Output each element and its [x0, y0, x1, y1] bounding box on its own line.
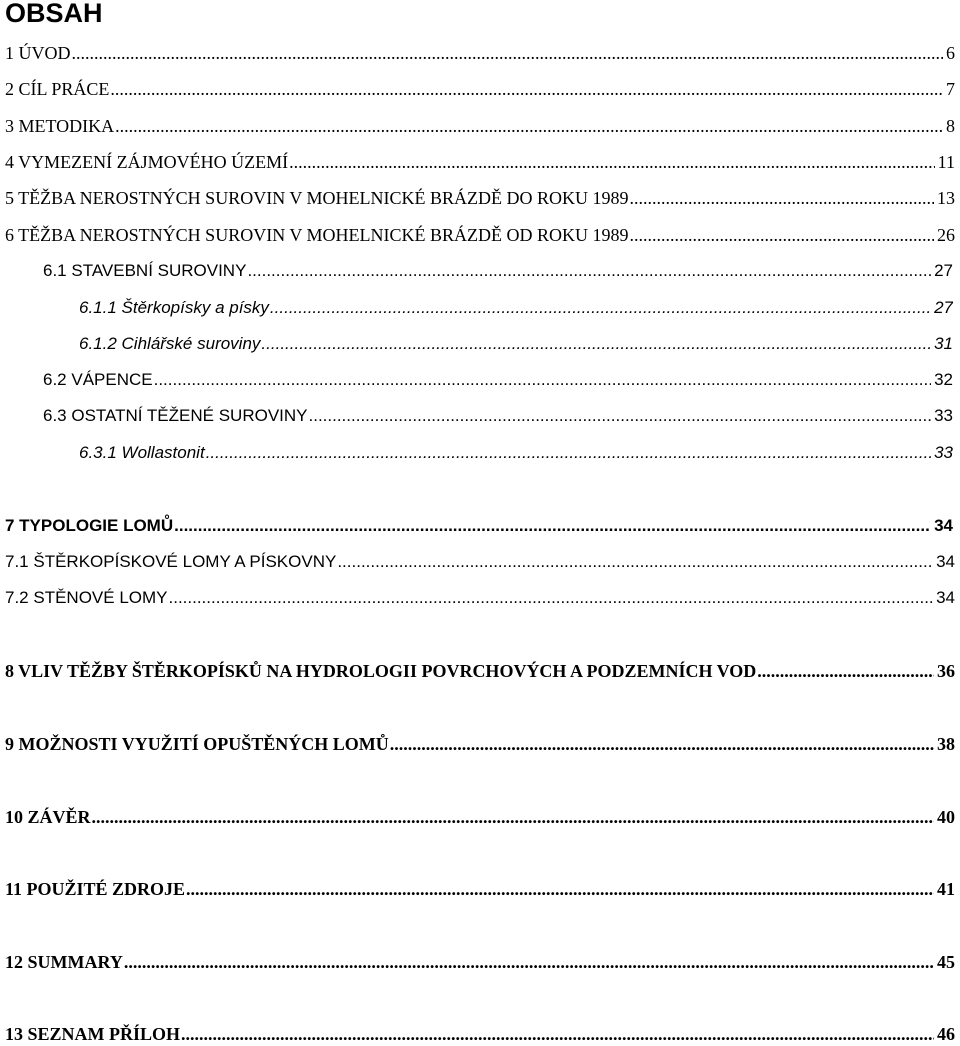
toc-entry-label: 6.1.2 Cihlářské suroviny	[79, 334, 261, 353]
toc-page-number: 32	[934, 370, 953, 389]
dot-leader	[390, 732, 934, 756]
toc-page-number: 8	[946, 116, 955, 136]
page-title: OBSAH	[5, 0, 103, 28]
toc-entry-tezba-do-1989[interactable]	[5, 186, 955, 210]
dot-leader	[169, 586, 934, 610]
dot-leader	[757, 659, 934, 683]
toc-entry-label: 7.1 ŠTĚRKOPÍSKOVÉ LOMY A PÍSKOVNY	[5, 552, 337, 571]
dot-leader	[72, 41, 944, 65]
toc-entry-vapence[interactable]	[43, 368, 953, 392]
dot-leader	[247, 259, 931, 283]
dot-leader	[154, 368, 931, 392]
toc-page-number: 36	[937, 661, 955, 681]
toc-entry-label: 2 CÍL PRÁCE	[5, 79, 110, 99]
toc-entry-stenove-lomy[interactable]	[5, 586, 955, 610]
toc-entry-label: 12 SUMMARY	[5, 952, 123, 972]
dot-leader	[289, 150, 935, 174]
toc-page-number: 6	[946, 43, 955, 63]
toc-page-number: 46	[937, 1024, 955, 1044]
toc-entry-label: 11 POUŽITÉ ZDROJE	[5, 879, 186, 899]
toc-entry-cihlarske-suroviny[interactable]	[79, 332, 953, 356]
toc-entry-sterkopisky[interactable]	[79, 296, 953, 320]
toc-entry-label: 5 TĚŽBA NEROSTNÝCH SUROVIN V MOHELNICKÉ BRÁZDĚ DO ROKU 1989	[5, 188, 629, 208]
toc-entry-label: 7.2 STĚNOVÉ LOMY	[5, 588, 168, 607]
toc-entry-uvod[interactable]	[5, 41, 955, 65]
toc-entry-summary[interactable]	[5, 950, 955, 974]
toc-entry-ostatni-suroviny[interactable]	[43, 404, 953, 428]
toc-entry-label: 6.3 OSTATNÍ TĚŽENÉ SUROVINY	[43, 406, 308, 425]
toc-page-number: 31	[934, 334, 953, 353]
toc-page-number: 45	[937, 952, 955, 972]
toc-entry-pouzite-zdroje[interactable]	[5, 877, 955, 901]
toc-page-number: 27	[934, 261, 953, 280]
dot-leader	[110, 77, 943, 101]
toc-entry-label: 6 TĚŽBA NEROSTNÝCH SUROVIN V MOHELNICKÉ BRÁZDĚ OD ROKU 1989	[5, 225, 629, 245]
toc-entry-label: 10 ZÁVĚR	[5, 807, 91, 827]
dot-leader	[309, 404, 932, 428]
toc-page-number: 7	[946, 79, 955, 99]
toc-page-number: 34	[936, 588, 955, 607]
toc-entry-label: 6.1.1 Štěrkopísky a písky	[79, 298, 269, 317]
toc-page-number: 33	[934, 443, 953, 462]
toc-entry-seznam-priloh[interactable]	[5, 1022, 955, 1046]
dot-leader	[337, 550, 933, 574]
toc-entry-label: 7 TYPOLOGIE LOMŮ	[5, 516, 174, 535]
dot-leader	[206, 441, 931, 465]
dot-leader	[630, 223, 934, 247]
toc-page-number: 40	[937, 807, 955, 827]
toc-entry-vymezeni[interactable]	[5, 150, 955, 174]
dot-leader	[181, 1022, 934, 1046]
dot-leader	[124, 950, 934, 974]
toc-entry-moznosti-vyuziti[interactable]	[5, 732, 955, 756]
dot-leader	[270, 296, 931, 320]
toc-entry-cil-prace[interactable]	[5, 77, 955, 101]
toc-page-number: 34	[934, 516, 953, 535]
toc-page-number: 34	[936, 552, 955, 571]
dot-leader	[174, 514, 931, 538]
dot-leader	[92, 805, 934, 829]
toc-entry-sterkopiskove-lomy[interactable]	[5, 550, 955, 574]
toc-entry-label: 6.2 VÁPENCE	[43, 370, 153, 389]
toc-entry-label: 1 ÚVOD	[5, 43, 71, 63]
toc-entry-label: 6.3.1 Wollastonit	[79, 443, 205, 462]
dot-leader	[186, 877, 934, 901]
toc-entry-typologie-lomu[interactable]	[5, 514, 953, 538]
toc-entry-label: 8 VLIV TĚŽBY ŠTĚRKOPÍSKŮ NA HYDROLOGII POVRCHOVÝCH A PODZEMNÍCH VOD	[5, 661, 757, 681]
toc-page-number: 13	[937, 188, 955, 208]
toc-entry-zaver[interactable]	[5, 805, 955, 829]
toc-entry-tezba-od-1989[interactable]	[5, 223, 955, 247]
dot-leader	[261, 332, 931, 356]
toc-page-number: 33	[934, 406, 953, 425]
toc-page-number: 41	[937, 879, 955, 899]
toc-entry-label: 9 MOŽNOSTI VYUŽITÍ OPUŠTĚNÝCH LOMŮ	[5, 734, 389, 754]
toc-page-number: 38	[937, 734, 955, 754]
toc-entry-label: 6.1 STAVEBNÍ SUROVINY	[43, 261, 247, 280]
toc-page-number: 11	[937, 152, 955, 172]
toc-entry-stavebni-suroviny[interactable]	[43, 259, 953, 283]
toc-entry-label: 13 SEZNAM PŘÍLOH	[5, 1024, 181, 1044]
dot-leader	[115, 114, 943, 138]
toc-entry-vliv-tezby[interactable]	[5, 659, 955, 683]
toc-entry-metodika[interactable]	[5, 114, 955, 138]
dot-leader	[630, 186, 934, 210]
toc-entry-label: 3 METODIKA	[5, 116, 115, 136]
toc-entry-wollastonit[interactable]	[79, 441, 953, 465]
toc-page-number: 26	[937, 225, 955, 245]
toc-page-number: 27	[934, 298, 953, 317]
toc-entry-label: 4 VYMEZENÍ ZÁJMOVÉHO ÚZEMÍ	[5, 152, 289, 172]
